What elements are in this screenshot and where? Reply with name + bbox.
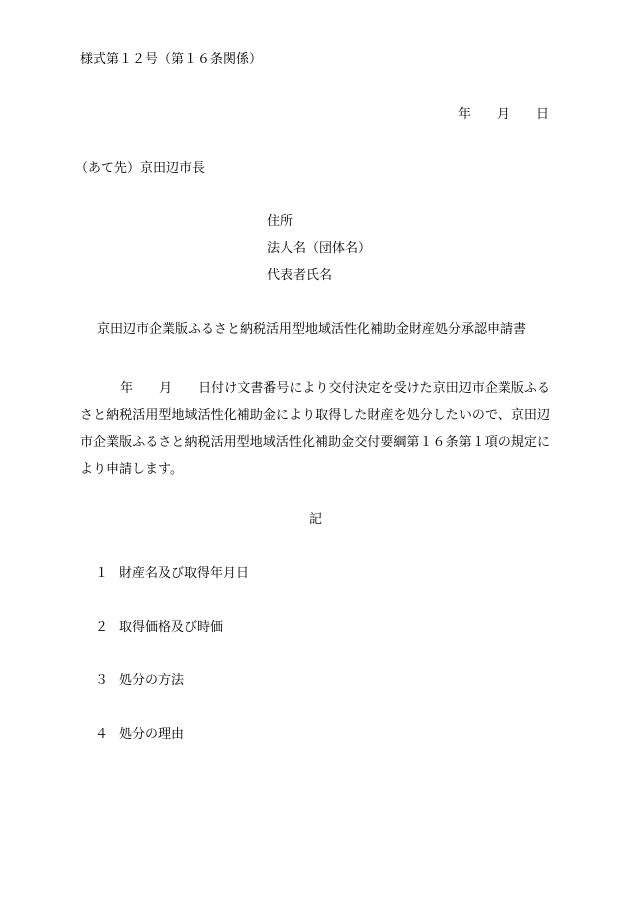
applicant-representative-label: 代表者氏名 bbox=[267, 268, 333, 283]
applicant-corp-name-label: 法人名（団体名） bbox=[267, 241, 372, 256]
item-number: ３ bbox=[95, 673, 109, 688]
item-number: １ bbox=[95, 566, 109, 581]
item-number: ２ bbox=[95, 620, 109, 635]
body-paragraph bbox=[80, 375, 550, 483]
date-month-label: 月 bbox=[497, 107, 511, 122]
list-item bbox=[95, 620, 223, 636]
item-number: ４ bbox=[95, 727, 109, 742]
form-number: 様式第１２号（第１６条関係） bbox=[80, 52, 263, 67]
addressee: （あて先）京田辺市長 bbox=[75, 161, 206, 176]
applicant-address-label: 住所 bbox=[267, 214, 294, 229]
ki-heading: 記 bbox=[309, 512, 323, 527]
body-year-label: 年 bbox=[120, 381, 134, 396]
body-text: 日付け文書番号により交付決定を受けた京田辺市企業版ふるさと納税活用型地域活性化補助金により取得した財産を処分したいので、京田辺市企業版ふるさと納税活用型地域活性化補助金交付要綱第１６条第１項の規定により申請します。 bbox=[80, 381, 550, 477]
document-title: 京田辺市企業版ふるさと納税活用型地域活性化補助金財産処分承認申請書 bbox=[97, 322, 527, 337]
applicant-block bbox=[267, 214, 371, 295]
date-day-label: 日 bbox=[536, 107, 550, 122]
body-month-label: 月 bbox=[159, 381, 173, 396]
list-item bbox=[95, 673, 184, 689]
date-year-label: 年 bbox=[458, 107, 472, 122]
item-label: 処分の方法 bbox=[119, 673, 185, 688]
item-label: 財産名及び取得年月日 bbox=[119, 566, 250, 581]
item-label: 取得価格及び時価 bbox=[119, 620, 224, 635]
item-label: 処分の理由 bbox=[119, 727, 185, 742]
list-item bbox=[95, 727, 184, 743]
date-line bbox=[458, 107, 549, 123]
list-item bbox=[95, 566, 249, 582]
